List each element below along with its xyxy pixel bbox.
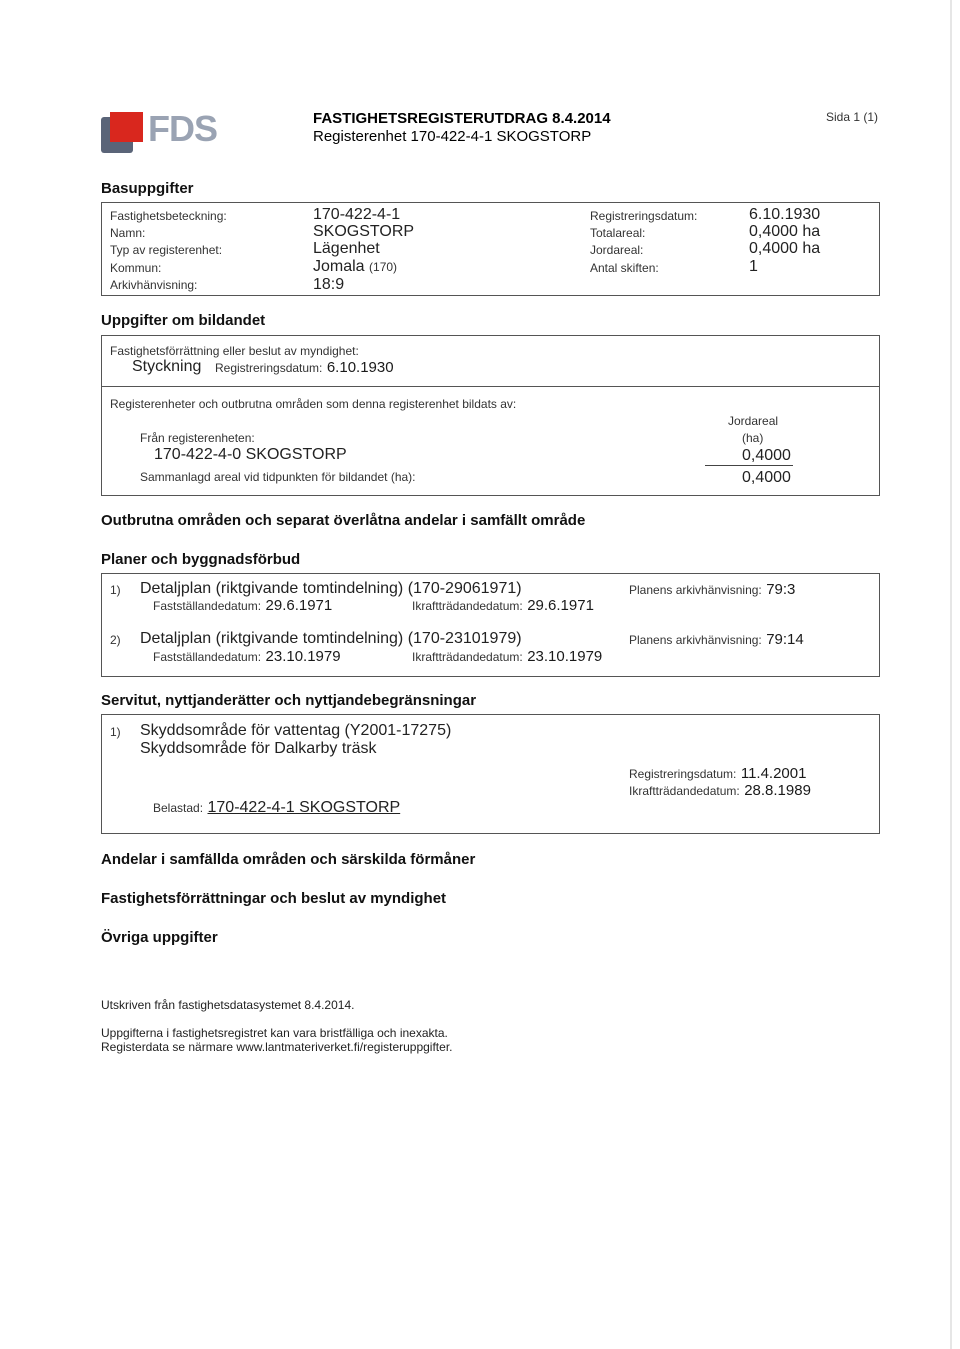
value-fran-area: 0,4000 (742, 447, 791, 464)
servitut-ikraft-value: 28.8.1989 (744, 782, 811, 799)
logo-text: FDS (148, 108, 217, 149)
plan-ikraft-value: 29.6.1971 (527, 597, 594, 614)
plan-number: 2) (110, 633, 121, 647)
plan-ikrafttradandedatum (412, 597, 594, 615)
value-antal-skiften: 1 (749, 258, 758, 275)
value-kommun (313, 258, 397, 276)
plan-arkiv (629, 581, 795, 599)
plan-fast-label: Fastställandedatum: (153, 599, 262, 613)
value-totalareal: 0,4000 ha (749, 223, 821, 240)
plan-faststallandedatum (153, 597, 332, 615)
plan-fast-value: 23.10.1979 (265, 648, 341, 665)
section-title-forrattningar: Fastighetsförrättningar och beslut av myndighet (101, 890, 447, 907)
servitut-regdatum (629, 765, 806, 783)
bildandet-box-forrattning (101, 335, 880, 387)
servitut-number: 1) (110, 725, 121, 739)
label-arkivhanvisning: Arkivhänvisning: (110, 278, 198, 292)
column-unit-ha: (ha) (742, 431, 764, 445)
label-registerenheter: Registerenheter och outbrutna områden som denna registerenhet bildats av: (110, 397, 517, 411)
value-kommun-name: Jomala (313, 258, 365, 275)
section-title-planer: Planer och byggnadsförbud (101, 551, 301, 568)
footer-registerdata: Registerdata se närmare www.lantmateriverket.fi/registeruppgifter. (101, 1040, 453, 1054)
plan-fast-value: 29.6.1971 (265, 597, 333, 614)
section-title-ovriga: Övriga uppgifter (101, 929, 218, 946)
servitut-ikraft (629, 782, 811, 800)
plan-arkiv-value: 79:14 (766, 631, 804, 648)
servitut-ikraft-label: Ikraftträdandedatum: (629, 784, 740, 798)
value-jordareal: 0,4000 ha (749, 240, 821, 257)
plan-arkiv-value: 79:3 (766, 581, 796, 598)
sum-divider (705, 465, 793, 466)
servitut-line-1: Skyddsområde för vattentag (Y2001-17275) (140, 722, 452, 739)
plan-ikraft-label: Ikraftträdandedatum: (412, 599, 523, 613)
servitut-belastad-label: Belastad: (153, 801, 204, 815)
plan-name: Detaljplan (riktgivande tomtindelning) (170-29061971) (140, 580, 522, 597)
value-typ: Lägenhet (313, 240, 380, 257)
label-registreringsdatum: Registreringsdatum: (590, 209, 698, 223)
servitut-regdatum-label: Registreringsdatum: (629, 767, 737, 781)
section-title-outbrutna: Outbrutna områden och separat överlåtna andelar i samfällt område (101, 512, 586, 529)
footer-disclaimer: Uppgifterna i fastighetsregistret kan vara bristfälliga och inexakta. (101, 1026, 448, 1040)
servitut-belastad (153, 799, 400, 817)
plan-number: 1) (110, 583, 121, 597)
planer-box (101, 573, 880, 677)
section-title-andelar: Andelar i samfällda områden och särskilda förmåner (101, 851, 476, 868)
plan-faststallandedatum (153, 648, 341, 666)
plan-ikraft-label: Ikraftträdandedatum: (412, 650, 523, 664)
section-title-bildandet: Uppgifter om bildandet (101, 312, 266, 329)
value-arkivhanvisning: 18:9 (313, 276, 345, 293)
plan-arkiv-label: Planens arkivhänvisning: (629, 633, 762, 647)
plan-fast-label: Fastställandedatum: (153, 650, 262, 664)
value-namn: SKOGSTORP (313, 223, 415, 240)
label-totalareal: Totalareal: (590, 226, 646, 240)
document-subtitle: Registerenhet 170-422-4-1 SKOGSTORP (313, 128, 592, 145)
label-namn: Namn: (110, 226, 146, 240)
footer-printed-from: Utskriven från fastighetsdatasystemet 8.4.2014. (101, 998, 355, 1012)
label-sammanlagd-areal: Sammanlagd areal vid tidpunkten för bildandet (ha): (140, 470, 416, 484)
servitut-box (101, 714, 880, 834)
label-fran-registerenheten: Från registerenheten: (140, 431, 255, 445)
section-title-servitut: Servitut, nyttjanderätter och nyttjandebegränsningar (101, 692, 477, 709)
value-fastighetsbeteckning: 170-422-4-1 (313, 206, 401, 223)
section-title-basuppgifter: Basuppgifter (101, 180, 194, 197)
servitut-regdatum-value: 11.4.2001 (740, 765, 807, 782)
plan-ikrafttradandedatum (412, 648, 602, 666)
logo-red-block (110, 112, 143, 142)
plan-ikraft-value: 23.10.1979 (527, 648, 603, 665)
basuppgifter-box (101, 202, 880, 296)
plan-arkiv (629, 631, 804, 649)
servitut-line-2: Skyddsområde för Dalkarby träsk (140, 740, 377, 757)
value-sammanlagd-areal: 0,4000 (742, 469, 791, 486)
column-header-jordareal: Jordareal (728, 414, 779, 428)
label-antal-skiften: Antal skiften: (590, 261, 659, 275)
plan-name: Detaljplan (riktgivande tomtindelning) (170-23101979) (140, 630, 522, 647)
scan-edge (950, 0, 952, 1349)
label-jordareal: Jordareal: (590, 243, 644, 257)
servitut-belastad-value: 170-422-4-1 SKOGSTORP (207, 799, 401, 816)
label-kommun: Kommun: (110, 261, 162, 275)
label-fastighetsbeteckning: Fastighetsbeteckning: (110, 209, 227, 223)
label-typ: Typ av registerenhet: (110, 243, 223, 257)
page-number: Sida 1 (1) (826, 110, 879, 124)
bildandet-regdatum (215, 359, 394, 377)
value-bildandet-regdatum: 6.10.1930 (326, 359, 394, 376)
value-forrattning: Styckning (132, 358, 202, 375)
value-fran-registerenheten: 170-422-4-0 SKOGSTORP (154, 446, 347, 463)
label-forrattning: Fastighetsförrättning eller beslut av myndighet: (110, 344, 359, 358)
value-kommun-code: (170) (369, 260, 398, 274)
value-registreringsdatum: 6.10.1930 (749, 206, 821, 223)
document-title: FASTIGHETSREGISTERUTDRAG 8.4.2014 (313, 110, 611, 127)
bildandet-box-registerenheter (101, 386, 880, 496)
plan-arkiv-label: Planens arkivhänvisning: (629, 583, 762, 597)
label-bildandet-regdatum: Registreringsdatum: (215, 361, 323, 375)
